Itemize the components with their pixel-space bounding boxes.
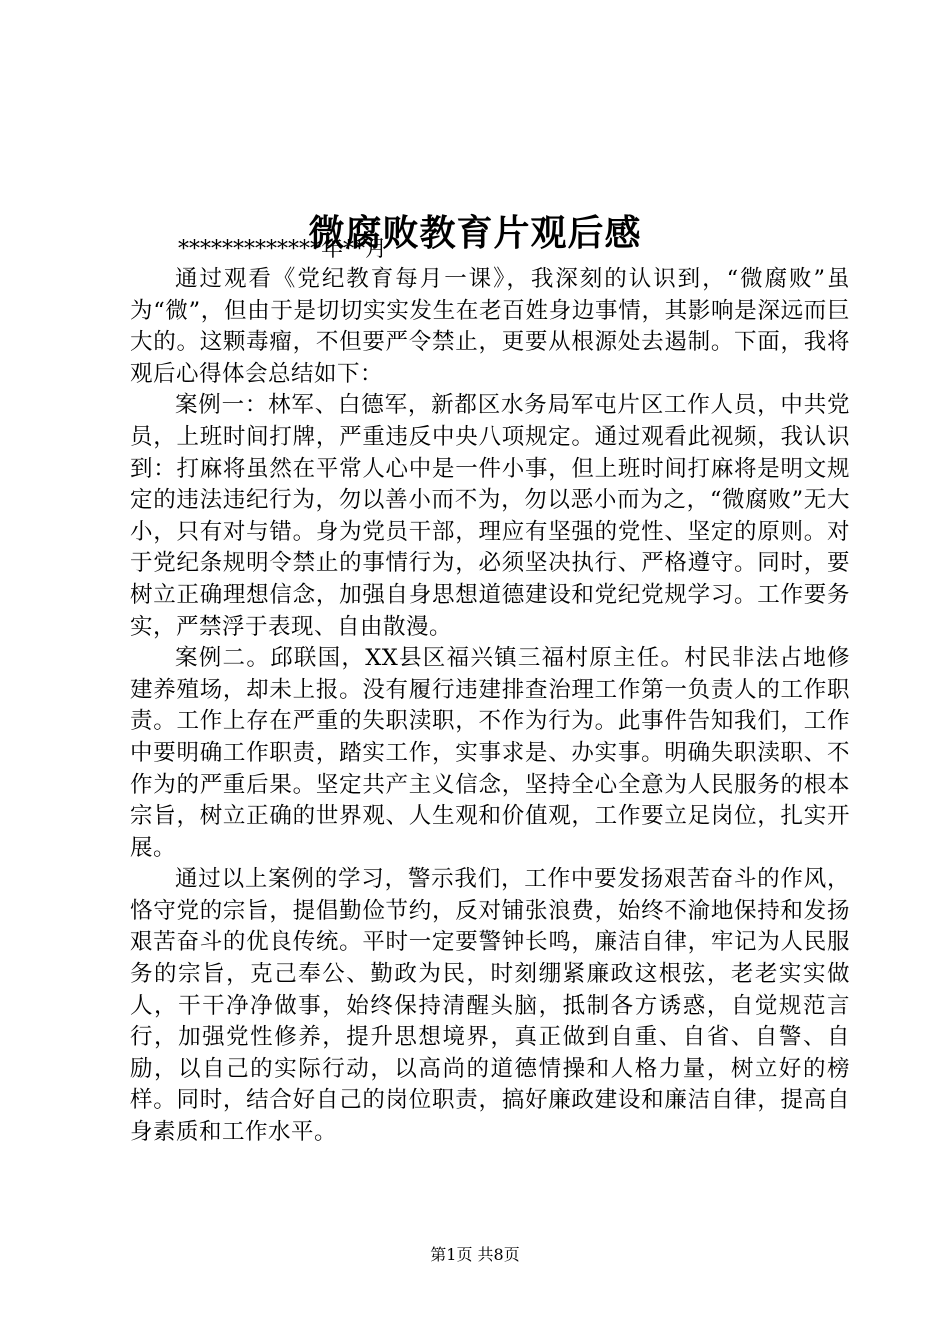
date-line: *************年**月 (178, 237, 388, 262)
page-footer: 第1页 共8页 (430, 1245, 520, 1264)
document-body (130, 264, 850, 1149)
paragraph-intro: 通过观看《党纪教育每月一课》，我深刻的认识到，“微腐败”虽为“微”，但由于是切切实实发生在老百姓身边事情，其影响是深远而巨大的。这颗毒瘤，不但要严令禁止，更要从根源处去遏制。下面，我将观后心得体会总结如下： (130, 266, 850, 387)
paragraph-case-one: 案例一：林军、白德军，新都区水务局军屯片区工作人员，中共党员，上班时间打牌，严重违反中央八项规定。通过观看此视频，我认识到：打麻将虽然在平常人心中是一件小事，但上班时间打麻将是明文规定的违法违纪行为，勿以善小而不为，勿以恶小而为之，“微腐败”无大小，只有对与错。身为党员干部，理应有坚强的党性、坚定的原则。对于党纪条规明令禁止的事情行为，必须坚决执行、严格遵守。同时，要树立正确理想信念，加强自身思想道德建设和党纪党规学习。工作要务实，严禁浮于表现、自由散漫。 (130, 392, 850, 640)
document-title: 微腐败教育片观后感 (308, 212, 642, 255)
paragraph-case-two: 案例二。邱联国，XX县区福兴镇三福村原主任。村民非法占地修建养殖场，却未上报。没有履行违建排查治理工作第一负责人的工作职责。工作上存在严重的失职渎职，不作为行为。此事件告知我们，工作中要明确工作职责，踏实工作，实事求是、办实事。明确失职渎职、不作为的严重后果。坚定共产主义信念，坚持全心全意为人民服务的根本宗旨，树立正确的世界观、人生观和价值观，工作要立足岗位，扎实开展。 (130, 645, 850, 861)
paragraph-conclusion: 通过以上案例的学习，警示我们，工作中要发扬艰苦奋斗的作风，恪守党的宗旨，提倡勤俭节约，反对铺张浪费，始终不渝地保持和发扬艰苦奋斗的优良传统。平时一定要警钟长鸣，廉洁自律，牢记为人民服务的宗旨，克己奉公、勤政为民，时刻绷紧廉政这根弦，老老实实做人，干干净净做事，始终保持清醒头脑，抵制各方诱惑，自觉规范言行，加强党性修养，提升思想境界，真正做到自重、自省、自警、自励，以自己的实际行动，以高尚的道德情操和人格力量，树立好的榜样。同时，结合好自己的岗位职责，搞好廉政建设和廉洁自律，提高自身素质和工作水平。 (130, 866, 850, 1146)
